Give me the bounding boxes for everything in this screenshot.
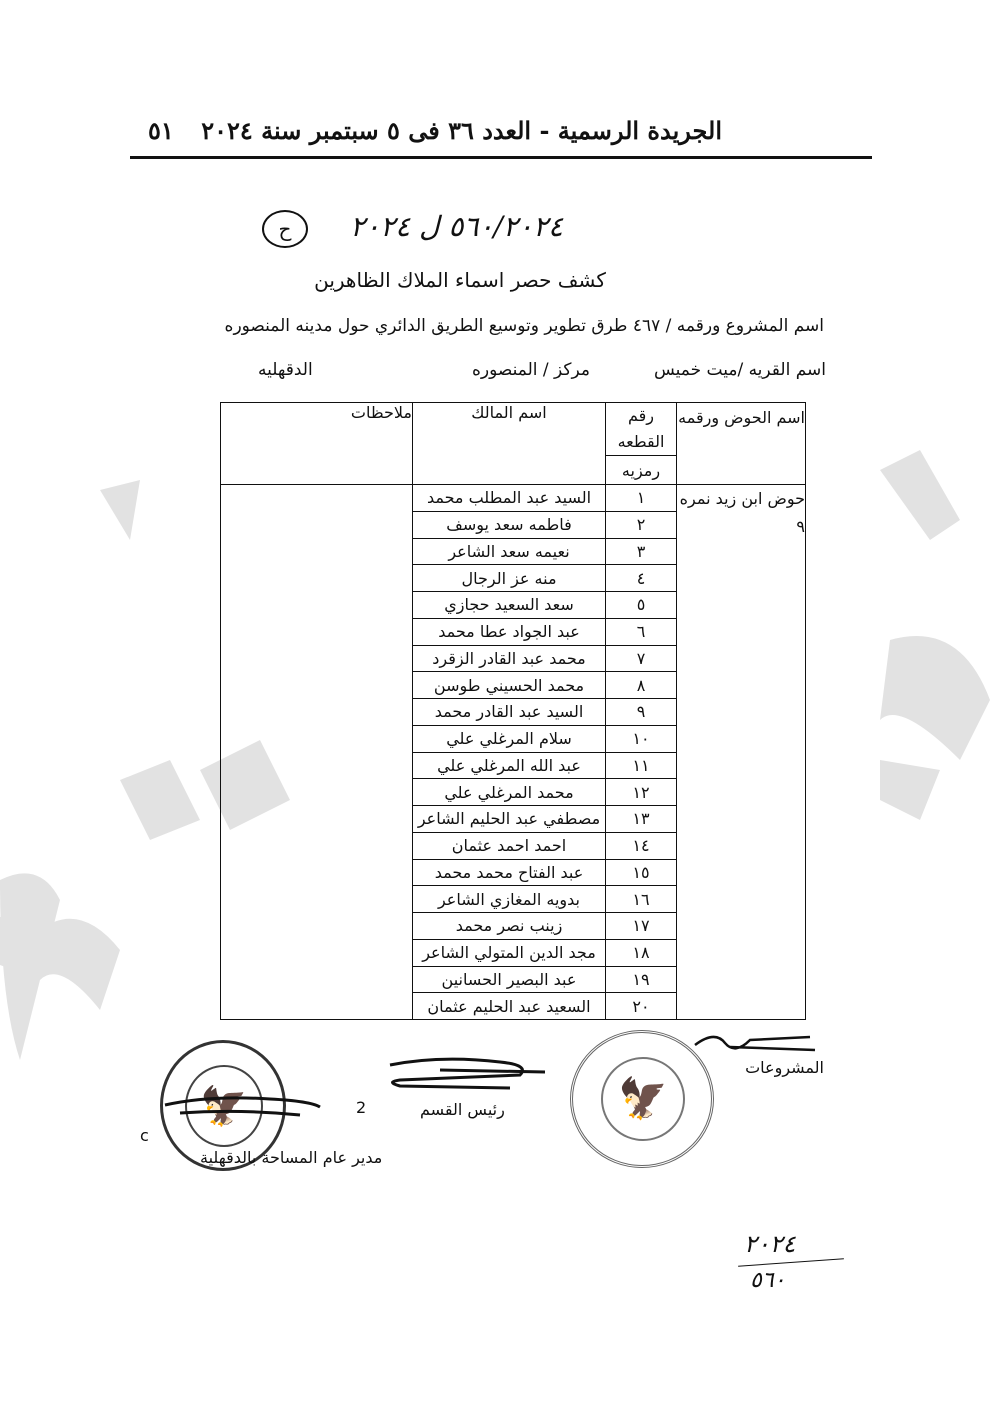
handwritten-circle-mark <box>262 210 308 248</box>
parcel-number: ١٠ <box>606 725 677 752</box>
parcel-number: ٦ <box>606 618 677 645</box>
owner-name: محمد المرغلي علي <box>413 779 606 806</box>
owner-name: احمد احمد عثمان <box>413 832 606 859</box>
parcel-number: ٣ <box>606 538 677 565</box>
handwritten-fraction-top: ٢٠٢٤ <box>744 1230 796 1258</box>
owners-table-body <box>221 485 806 1020</box>
eagle-seal-stamp-icon: 🦅 <box>160 1040 286 1171</box>
header-notes: ملاحظات <box>221 403 413 485</box>
parcel-number: ٨ <box>606 672 677 699</box>
owner-name: نعيمه سعد الشاعر <box>413 538 606 565</box>
owner-name: بدويه المغازي الشاعر <box>413 886 606 913</box>
owner-name: محمد عبد القادر الزقرد <box>413 645 606 672</box>
owner-name: فاطمه سعد يوسف <box>413 511 606 538</box>
basin-value: حوض ابن زيد نمره ٩ <box>677 485 806 1020</box>
parcel-number: ٢٠ <box>606 993 677 1020</box>
projects-label: المشروعات <box>745 1058 824 1077</box>
header-basin: اسم الحوض ورقمه <box>677 403 806 485</box>
header-symbol: رمزيه <box>606 456 677 485</box>
owner-name: زينب نصر محمد <box>413 913 606 940</box>
parcel-number: ١٨ <box>606 939 677 966</box>
parcel-number: ١٩ <box>606 966 677 993</box>
owner-name: سعد السعيد حجازي <box>413 592 606 619</box>
header-owner-name: اسم المالك <box>413 403 606 485</box>
signature-section-head-scribble <box>380 1050 550 1105</box>
handwritten-fraction-bottom: ٥٦٠ <box>750 1268 786 1293</box>
owner-name: عبد الله المرغلي علي <box>413 752 606 779</box>
owner-name: عبد البصير الحسانين <box>413 966 606 993</box>
mark-c: c <box>140 1126 149 1145</box>
owner-name: مجد الدين المتولي الشاعر <box>413 939 606 966</box>
owners-table <box>220 402 806 1020</box>
mark-2: 2 <box>356 1098 367 1117</box>
governorate-name: الدقهليه <box>258 360 313 380</box>
parcel-number: ٢ <box>606 511 677 538</box>
project-name: اسم المشروع ورقمه / ٤٦٧ طرق تطوير وتوسيع الطريق الدائري حول مدينه المنصوره <box>224 316 824 336</box>
handwritten-reference: ٥٦٠/٢٠٢٤ ل ٢٠٢٤ <box>350 210 564 243</box>
parcel-number: ١٣ <box>606 806 677 833</box>
owner-name: السعيد عبد الحليم عثمان <box>413 993 606 1020</box>
parcel-number: ٥ <box>606 592 677 619</box>
document-title: كشف حصر اسماء الملاك الظاهرين <box>314 268 606 292</box>
general-director-label: مدير عام المساحة بالدقهلية <box>200 1148 383 1167</box>
parcel-number: ١٦ <box>606 886 677 913</box>
parcel-number: ١٢ <box>606 779 677 806</box>
table-row <box>221 485 806 512</box>
parcel-number: ١١ <box>606 752 677 779</box>
center-name: مركز / المنصوره <box>472 360 590 380</box>
owner-name: مصطفي عبد الحليم الشاعر <box>413 806 606 833</box>
signature-director-scribble <box>160 1085 330 1130</box>
village-name: اسم القريه /ميت خميس <box>653 360 826 380</box>
owner-name: عبد الفتاح محمد محمد <box>413 859 606 886</box>
page-number: ٥١ <box>148 116 174 145</box>
owner-name: منه عز الرجال <box>413 565 606 592</box>
page-header <box>130 110 872 159</box>
circle-mark-text: ح <box>278 217 292 241</box>
parcel-number: ١٥ <box>606 859 677 886</box>
owner-name: سلام المرغلي علي <box>413 725 606 752</box>
header-parcel-number: رقم القطعه <box>606 403 677 456</box>
parcel-number: ٧ <box>606 645 677 672</box>
owner-name: محمد الحسيني طوسن <box>413 672 606 699</box>
owner-name: عبد الجواد عطا محمد <box>413 618 606 645</box>
parcel-number: ٩ <box>606 699 677 726</box>
owner-name: السيد عبد القادر محمد <box>413 699 606 726</box>
parcel-number: ٤ <box>606 565 677 592</box>
gazette-title: الجريدة الرسمية - العدد ٣٦ فى ٥ سبتمبر سنة ٢٠٢٤ <box>201 116 722 145</box>
notes-cell <box>221 485 413 1020</box>
section-head-label: رئيس القسم <box>420 1100 505 1119</box>
parcel-number: ١٤ <box>606 832 677 859</box>
eagle-seal-stamp-icon: 🦅 <box>570 1030 714 1168</box>
parcel-number: ١٧ <box>606 913 677 940</box>
parcel-number: ١ <box>606 485 677 512</box>
owner-name: السيد عبد المطلب محمد <box>413 485 606 512</box>
